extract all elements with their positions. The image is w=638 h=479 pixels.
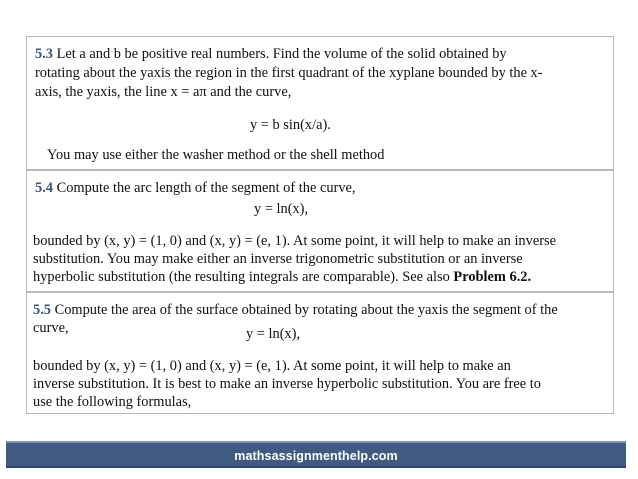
method-note: You may use either the washer method or the shell method bbox=[47, 147, 385, 163]
problem-number: 5.4 bbox=[35, 180, 53, 196]
problem-5-5-line4: inverse substitution. It is best to make an inverse hyperbolic substitution. You are free to bbox=[33, 376, 541, 392]
problem-5-4-line4: hyperbolic substitution (the resulting integrals are comparable). See also Problem 6.2. bbox=[33, 269, 532, 285]
equation-sine: y = b sin(x/a). bbox=[250, 117, 331, 133]
footer-bar bbox=[6, 441, 626, 468]
problem-5-4-line1: 5.4 Compute the arc length of the segment of the curve, bbox=[35, 180, 356, 196]
problem-number: 5.3 bbox=[35, 46, 53, 62]
problem-5-3-line1: 5.3 Let a and b be positive real numbers. Find the volume of the solid obtained by bbox=[35, 46, 507, 62]
problem-5-3-line2: rotating about the yaxis the region in the first quadrant of the xyplane bounded by the x- bbox=[35, 65, 543, 81]
problem-reference: Problem 6.2. bbox=[453, 269, 532, 285]
problem-5-4-line3: substitution. You may make either an inverse trigonometric substitution or an inverse bbox=[33, 251, 523, 267]
site-name: mathsassignmenthelp.com bbox=[234, 449, 398, 463]
problem-5-4-line2: bounded by (x, y) = (1, 0) and (x, y) = (e, 1). At some point, it will help to make an inverse bbox=[33, 233, 556, 249]
problem-number: 5.5 bbox=[33, 302, 51, 318]
problem-5-5-line1: 5.5 Compute the area of the surface obtained by rotating about the yaxis the segment of the bbox=[33, 302, 558, 318]
problem-5-5-line3: bounded by (x, y) = (1, 0) and (x, y) = (e, 1). At some point, it will help to make an bbox=[33, 358, 511, 374]
problem-5-5-line5: use the following formulas, bbox=[33, 394, 192, 410]
equation-ln: y = ln(x), bbox=[246, 326, 301, 342]
problem-5-3-line3: axis, the yaxis, the line x = aπ and the curve, bbox=[35, 84, 292, 100]
problem-5-5-line2: curve, bbox=[33, 320, 69, 336]
equation-ln: y = ln(x), bbox=[254, 201, 309, 217]
